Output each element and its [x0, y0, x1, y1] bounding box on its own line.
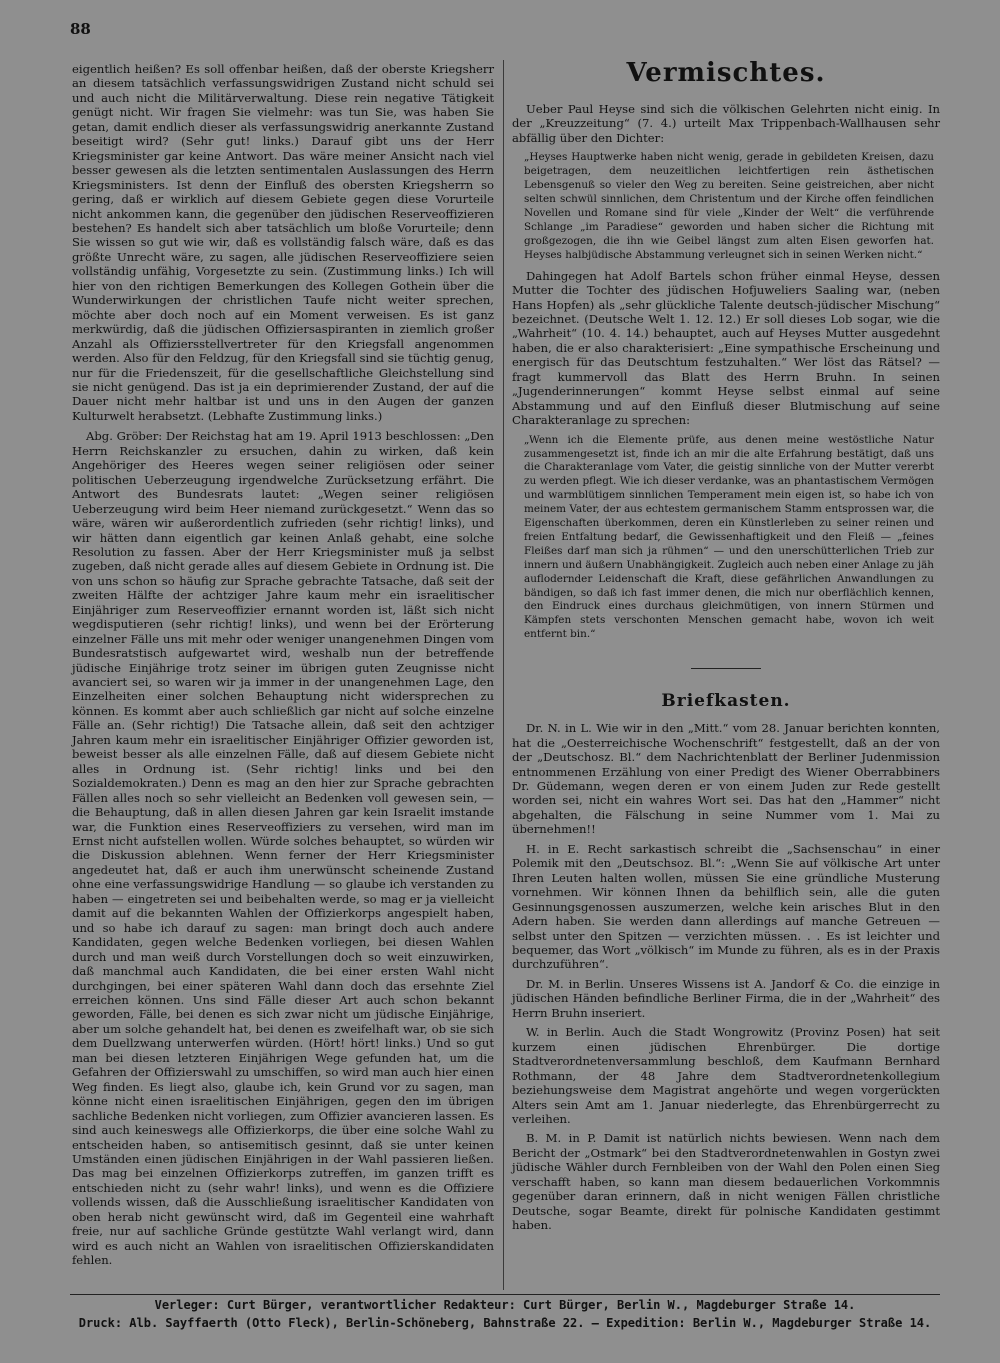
briefkasten-entry: Dr. N. in L. Wie wir in den „Mitt.“ vom 28. Januar berichten konnten, hat die „Oesterreichische Wochenschrift“ festgestellt, daß an der von der „Deutschosz. Bl.“ dem Nachrichtenblatt der Berliner Judenmission entnommenen Erzählung von einer Predigt des Wiener Oberrabbiners Dr. Güdemann, wegen deren er von einem Juden zur Rede gestellt worden sei, nicht ein wahres Wort sei. Das hat den „Hammer“ nicht abgehalten, die Fälschung in seine Nummer vom 1. Mai zu übernehmen!!: [512, 721, 940, 837]
heyse-quote-jugenderinnerungen: „Wenn ich die Elemente prüfe, aus denen meine westöstliche Natur zusammengesetzt ist, finde ich an mir die alte Erfahrung bestätigt, daß uns die Charakteranlage vom Vater, die geistig sinnliche von der Mutter vererbt zu werden pflegt. Wie ich dieser verdanke, was an phantastischem Vermögen und warmblütigem sinnlichen Temperament mein eigen ist, so habe ich von meinem Vater, der aus echtestem germanischem Stamm entsprossen war, die Eigenschaften überkommen, deren ein Künstlerleben zu seiner reinen und freien Entfaltung bedarf, die Gewissenhaftigkeit und den Fleiß — „feines Fleißes darf man sich ja rühmen“ — und den unerschütterlichen Trieb zur innern und äußern Unabhängigkeit. Zugleich auch neben einer Anlage zu jäh auflodernder Leidenschaft die Kraft, diese gefährlichen Anwandlungen zu bändigen, so daß ich fast immer denen, die mich nur oberflächlich kennen, den Eindruck eines durchaus gleichmütigen, von innern Stürmen und Kämpfen stets verschonten Menschen gemacht habe, wovon ich weit entfernt bin.“: [524, 433, 934, 641]
heyse-intro-paragraph: Ueber Paul Heyse sind sich die völkischen Gelehrten nicht einig. In der „Kreuzzeitung“ (7. 4.) urteilt Max Trippenbach-Wallhausen sehr abfällig über den Dichter:: [512, 102, 940, 145]
footer-publisher-line: Verleger: Curt Bürger, verantwortlicher Redakteur: Curt Bürger, Berlin W., Magdeburger Straße 14.: [154, 1298, 856, 1312]
section-separator: [691, 668, 761, 669]
parliament-speech-paragraph: eigentlich heißen? Es soll offenbar heißen, daß der oberste Kriegsherr an diesem tatsächlich verfassungswidrigen Zustand nicht schuld sei und auch nicht die Militärverwaltung. Diese rein negative Tätigkeit genügt nicht. Wir fragen Sie vielmehr: was tun Sie, was haben Sie getan, damit endlich dieser als verfassungswidrig anerkannte Zustand beseitigt wird? (Sehr gut! links.) Darauf gibt uns der Herr Kriegsminister gar keine Antwort. Das wäre meiner Ansicht nach viel besser gewesen als die letzten sentimentalen Auslassungen des Herrn Kriegsministers. Ist denn der Einfluß des obersten Kriegsherrn so gering, daß er wirklich auf diesem Gebiete gegen diese Vorurteile nicht ankommen kann, die gegenüber den jüdischen Reserveoffizieren bestehen? Es handelt sich aber tatsächlich um bloße Vorurteile; denn Sie wissen so gut wie wir, daß es vollständig falsch wäre, daß es das größte Unrecht wäre, zu sagen, alle jüdischen Reserveoffiziere seien vollständig unfähig, Vorgesetzte zu sein. (Zustimmung links.) Ich will hier von den richtigen Bemerkungen des Kollegen Gothein über die Wunderwirkungen der christlichen Taufe nicht weiter sprechen, möchte aber doch noch auf ein Moment verweisen. Es ist ganz merkwürdig, daß die jüdischen Offiziersaspiranten in ziemlich großer Anzahl als Offiziersstellvertreter für den Kriegsfall angenommen werden. Also für den Feldzug, für den Kriegsfall sind sie tüchtig genug, nur für die Friedenszeit, für die gesellschaftliche Gleichstellung sind sie nicht genügend. Das ist ja ein deprimierender Zustand, der auf die Dauer nicht mehr haltbar ist und uns in den Augen der ganzen Kulturwelt herabsetzt. (Lebhafte Zustimmung links.): [72, 62, 494, 423]
section-title-vermischtes: Vermischtes.: [626, 58, 826, 88]
page-number: 88: [70, 20, 91, 38]
briefkasten-entry: W. in Berlin. Auch die Stadt Wongrowitz (Provinz Posen) hat seit kurzem einen jüdischen Ehrenbürger. Die dortige Stadtverordnetenversammlung beschloß, dem Kaufmann Bernhard Rothmann, der 48 Jahre dem Stadtverordnetenkollegium beziehungsweise dem Magistrat angehörte und wegen vorgerückten Alters sein Amt am 1. Januar niederlegte, das Ehrenbürgerrecht zu verleihen.: [512, 1025, 940, 1126]
groeber-speech-paragraph: Abg. Gröber: Der Reichstag hat am 19. April 1913 beschlossen: „Den Herrn Reichskanzler zu ersuchen, dahin zu wirken, daß kein Angehöriger des Heeres wegen seiner religiösen oder seiner politischen Ueberzeugung irgendwelche Zurücksetzung erfährt. Die Antwort des Bundesrats lautet: „Wegen seiner religiösen Ueberzeugung wird beim Heer niemand zurückgesetzt.“ Wenn das so wäre, wären wir außerordentlich zufrieden (sehr richtig! links), und wir hätten dann eigentlich gar keinen Anlaß gehabt, eine solche Resolution zu fassen. Aber der Herr Kriegsminister muß ja selbst zugeben, daß nicht gerade alles auf diesem Gebiete in Ordnung ist. Die von uns schon so häufig zur Sprache gebrachte Tatsache, daß seit der zweiten Hälfte der achtziger Jahre kaum mehr ein israelitischer Einjähriger zum Reserveoffizier ernannt worden ist, läßt sich nicht wegdisputieren (sehr richtig! links), und wenn bei der Erörterung einzelner Fälle uns mit mehr oder weniger unangenehmen Dingen vom Bundesratstisch aufgewartet wird, weshalb nun der betreffende jüdische Einjährige trotz seiner im übrigen guten Zeugnisse nicht avanciert sei, so waren wir ja immer in der unangenehmen Lage, den Einzelheiten einer solchen Behauptung nicht widersprechen zu können. Es kommt aber auch schließlich gar nicht auf solche einzelne Fälle an. (Sehr richtig!) Die Tatsache allein, daß seit den achtziger Jahren kaum mehr ein israelitischer Einjähriger Offizier geworden ist, beweist besser als alle einzelnen Fälle, daß auf diesem Gebiete nicht alles in Ordnung ist. (Sehr richtig! links und bei den Sozialdemokraten.) Denn es mag an den hier zur Sprache gebrachten Fällen alles noch so sehr vielleicht an Bedenken voll gewesen sein, — die Behauptung, daß in allen diesen Jahren gar kein Israelit imstande war, die Funktion eines Reserveoffiziers zu versehen, wird man im Ernst nicht aufstellen wollen. Würde solches behauptet, so würden wir die Diskussion ablehnen. Wenn ferner der Herr Kriegsminister angedeutet hat, daß er auch ihm unerwünscht scheinende Zustand ohne eine verfassungswidrige Handlung — so glaube ich verstanden zu haben — eingetreten sei und beibehalten werde, so mag er ja vielleicht damit auf die bekannten Wahlen der Offizierkorps angespielt haben, und so habe ich darauf zu sagen: man bringt doch auch andere Kandidaten, gegen welche Bedenken vorliegen, bei diesen Wahlen durch und man weiß durch Vorstellungen doch so weit einzuwirken, daß manchmal auch Kandidaten, die bei einer ersten Wahl nicht durchgingen, bei einer späteren Wahl dann doch das ersehnte Ziel erreichen können. Uns sind Fälle dieser Art auch schon bekannt geworden, Fälle, bei denen es sich zwar nicht um jüdische Einjährige, aber um solche gehandelt hat, bei denen es zweifelhaft war, ob sie sich dem Duellzwang unterwerfen würden. (Hört! hört! links.) Und so gut man bei diesen letzteren Einjährigen Wege gefunden hat, um die Gefahren der Offizierswahl zu umschiffen, so wird man auch hier einen Weg finden. Es liegt also, glaube ich, kein Grund vor zu sagen, man könne nicht einen israelitischen Einjährigen, gegen den im übrigen sachliche Bedenken nicht vorliegen, zum Offizier avancieren lassen. Es sind auch keineswegs alle Offizierkorps, die über eine solche Wahl zu entscheiden haben, so antisemitisch gesinnt, daß sie unter keinen Umständen einen jüdischen Einjährigen in der Wahl passieren ließen. Das mag bei einzelnen Offizierkorps zutreffen, im ganzen trifft es entschieden nicht zu (sehr wahr! links), und wenn es die Offiziere vollends wissen, daß die Ausschließung israelitischer Kandidaten von oben herab nicht gewünscht wird, daß im Gegenteil eine wahrhaft freie, nur auf sachliche Gründe gestützte Wahl verlangt wird, dann wird es auch nicht an Wahlen von israelitischen Offizierskandidaten fehlen.: [72, 429, 494, 1268]
briefkasten-entry: B. M. in P. Damit ist natürlich nichts bewiesen. Wenn nach dem Bericht der „Ostmark“ bei den Stadtverordnetenwahlen in Gostyn zwei jüdische Wähler durch Fernbleiben von der Wahl den Polen einen Sieg verschafft haben, so kann man diesem bedauerlichen Vorkommnis gegenüber daran erinnern, daß in nicht wenigen Fällen christliche Deutsche, sogar Beamte, direkt für polnische Kandidaten gestimmt haben.: [512, 1131, 940, 1233]
section-title-briefkasten: Briefkasten.: [661, 691, 791, 712]
footer-printer-line: Druck: Alb. Sayffaerth (Otto Fleck), Berlin-Schöneberg, Bahnstraße 22. — Expedition: Berlin W., Magdeburger Straße 14.: [78, 1316, 932, 1330]
left-column: [72, 62, 494, 1268]
column-divider: [503, 60, 504, 1290]
briefkasten-entry: Dr. M. in Berlin. Unseres Wissens ist A. Jandorf & Co. die einzige in jüdischen Händen befindliche Berliner Firma, die in der „Wahrheit“ des Herrn Bruhn inseriert.: [512, 976, 940, 1020]
right-column: [512, 58, 940, 1238]
heyse-bartels-paragraph: Dahingegen hat Adolf Bartels schon früher einmal Heyse, dessen Mutter die Tochter des jüdischen Hofjuweliers Saaling war, (neben Hans Hopfen) als „sehr glückliche Talente deutsch-jüdischer Mischung“ bezeichnet. (Deutsche Welt 1. 12. 12.) Er soll dieses Lob sogar, wie die „Wahrheit“ (10. 4. 14.) behauptet, auch auf Heyses Mutter ausgedehnt haben, die er also charakterisiert: „Eine sympathische Erscheinung und energisch für das Deutschtum festzuhalten.“ Wer löst das Rätsel? — fragt kummervoll das Blatt des Herrn Bruhn. In seinen „Jugenderinnerungen“ kommt Heyse selbst einmal auf seine Abstammung und auf den Einfluß dieser Blutmischung auf seine Charakteranlage zu sprechen:: [512, 268, 940, 428]
footer-rule: [70, 1294, 940, 1295]
briefkasten-entry: H. in E. Recht sarkastisch schreibt die „Sachsenschau“ in einer Polemik mit den „Deutschsoz. Bl.“: „Wenn Sie auf völkische Art unter Ihren Leuten halten wollen, müssen Sie eine gründliche Musterung vornehmen. Wir können Ihnen da behilflich sein, alle die guten Gesinnungsgenossen auszumerzen, welche kein arisches Blut in den Adern haben. Sie werden dann allerdings auf manche Getreuen — selbst unter den Spitzen — verzichten müssen. . . Es ist leichter und bequemer, das Wort „völkisch“ im Munde zu führen, als es in der Praxis durchzuführen“.: [512, 841, 940, 972]
heyse-quote-kreuzzeitung: „Heyses Hauptwerke haben nicht wenig, gerade in gebildeten Kreisen, dazu beigetragen, dem neuzeitlichen leichtfertigen rein ästhetischen Lebensgenuß so vieler den Weg zu bereiten. Seine geistreichen, aber nicht selten schwül sinnlichen, dem Christentum und der Kirche offen feindlichen Novellen und Romane sind für viele „Kinder der Welt“ die verführende Schlange „im Paradiese“ geworden und haben sicher die Richtung mit großgezogen, die ihn wie Geibel längst zum alten Eisen geworfen hat. Heyses halbjüdische Abstammung verleugnet sich in seinen Werken nicht.“: [524, 151, 934, 261]
